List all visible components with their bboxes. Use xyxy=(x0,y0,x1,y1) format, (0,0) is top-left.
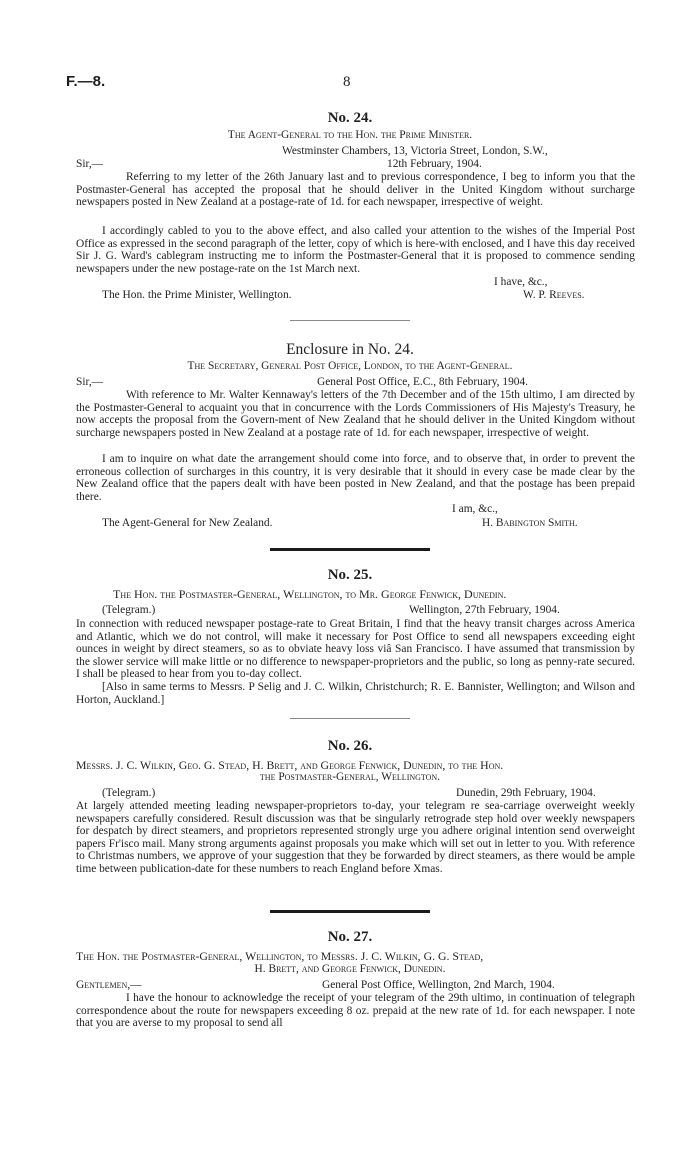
letter-heading: The Agent-General to the Hon. the Prime Minister. xyxy=(227,129,473,141)
letter-addressee: The Agent-General for New Zealand. xyxy=(102,517,273,529)
letter-date: 12th February, 1904. xyxy=(387,158,482,170)
letter-paragraph: I have the honour to acknowledge the receipt of your telegram of the 29th ultimo, in continuation of telegraph correspondence about the route for newspapers exceeding 8 oz. prepaid at the new rate of 1d. for each newspaper. I note that you are averse to my proposal to send all xyxy=(76,992,635,1030)
letter-paragraph: With reference to Mr. Walter Kennaway's letters of the 7th December and of the 15th ultimo, I am directed by the Postmaster-General to acquaint you that in concurrence with the Lords Commissioners of His Majesty's Treasury, he now accepts the proposal from the Govern-ment of New Zealand that he should deliver in the United Kingdom without surcharge newspapers posted in New Zealand at a postage rate of 1d. for each newspaper, irrespective of weight. xyxy=(76,389,635,439)
letter-date: Dunedin, 29th February, 1904. xyxy=(456,787,596,799)
letter-paragraph: [Also in same terms to Messrs. P Selig and J. C. Wilkin, Christchurch; R. E. Bannister, Wellington; and Wilson and Horton, Auckland.] xyxy=(76,681,635,706)
message-type: (Telegram.) xyxy=(102,787,156,799)
sender-address: Westminster Chambers, 13, Victoria Street, London, S.W., xyxy=(282,145,548,157)
letter-paragraph: I accordingly cabled to you to the above effect, and also called your attention to the wishes of the Imperial Post Office as expressed in the second paragraph of the letter, copy of which is here-with enclosed, and I have this day received Sir J. G. Ward's cablegram instructing me to inform the Postmaster-General that it is proposed to commence sending newspapers under the new postage-rate on the 1st March next. xyxy=(76,225,635,275)
letter-number: No. 26. xyxy=(327,738,373,754)
section-divider xyxy=(290,718,410,719)
address-date: General Post Office, Wellington, 2nd March, 1904. xyxy=(322,979,555,991)
letter-heading: H. Brett, and George Fenwick, Dunedin. xyxy=(254,963,446,975)
section-divider xyxy=(270,910,430,913)
address-date: General Post Office, E.C., 8th February, 1904. xyxy=(317,376,528,388)
letter-addressee: The Hon. the Prime Minister, Wellington. xyxy=(102,289,292,301)
message-type: (Telegram.) xyxy=(102,604,156,616)
letter-date: Wellington, 27th February, 1904. xyxy=(409,604,560,616)
letter-number: No. 24. xyxy=(327,110,373,126)
letter-heading: The Hon. the Postmaster-General, Wellington, to Mr. George Fenwick, Dunedin. xyxy=(113,587,507,601)
letter-paragraph: Referring to my letter of the 26th January last and to previous correspondence, I beg to inform you that the Postmaster-General has accepted the proposal that he should deliver in the United Kingdom without surcharge newspapers posted in New Zealand at a postage-rate of 1d. for each newspaper, irrespective of weight. xyxy=(76,171,635,209)
letter-paragraph: I am to inquire on what date the arrangement should come into force, and to observe that, in order to prevent the erroneous collection of surcharges in this country, it is very desirable that it should in every case be made clear by the New Zealand office that the papers dealt with have been posted in New Zealand, and that the postage has been prepaid there. xyxy=(76,453,635,503)
letter-closing: I have, &c., xyxy=(494,276,548,288)
letter-heading: The Secretary, General Post Office, London, to the Agent-General. xyxy=(187,360,513,372)
page-number: 8 xyxy=(343,74,351,90)
letter-heading: the Postmaster-General, Wellington. xyxy=(259,771,441,783)
salutation: Sir,— xyxy=(76,376,104,388)
letter-number: No. 25. xyxy=(327,567,373,583)
salutation: Gentlemen,— xyxy=(76,979,142,991)
letter-heading: Messrs. J. C. Wilkin, Geo. G. Stead, H. Brett, and George Fenwick, Dunedin, to the Hon. xyxy=(76,758,504,772)
letter-heading: The Hon. the Postmaster-General, Wellington, to Messrs. J. C. Wilkin, G. G. Stead, xyxy=(76,949,484,963)
letter-number: No. 27. xyxy=(327,929,373,945)
letter-closing: I am, &c., xyxy=(452,503,498,515)
section-divider xyxy=(270,548,430,551)
section-divider xyxy=(290,320,410,321)
letter-signature: W. P. Reeves. xyxy=(523,289,585,301)
letter-signature: H. Babington Smith. xyxy=(482,517,578,529)
letter-paragraph: At largely attended meeting leading newspaper-proprietors to-day, your telegram re sea-carriage overweight weekly newspapers carefully considered. Result discussion was that be singularly retrograde step hold over weekly newspapers for despatch by direct steamers, and proprietors represented strongly urge you adhere original intention send overweight papers Fr'isco mail. Many strong arguments against proposals you make which will set out in letter to you. With reference to Christmas numbers, we approve of your suggestion that they be forwarded by direct steamers, as there would be ample time between publication-date for these numbers to reach England before Xmas. xyxy=(76,800,635,875)
salutation: Sir,— xyxy=(76,158,104,170)
document-reference: F.—8. xyxy=(66,73,106,90)
enclosure-title: Enclosure in No. 24. xyxy=(286,341,414,358)
letter-paragraph: In connection with reduced newspaper postage-rate to Great Britain, I find that the heavy transit charges across America and Atlantic, which we do not control, will make it necessary for Post Office to send all newspapers exceeding eight ounces in weight by direct steamers, so as to obviate heavy loss viâ San Francisco. I have assumed that transmission by the slower service will make little or no difference to newspaper-proprietors and the public, so long as penny-rate secured. I shall be pleased to hear from you to-day collect. xyxy=(76,618,635,681)
